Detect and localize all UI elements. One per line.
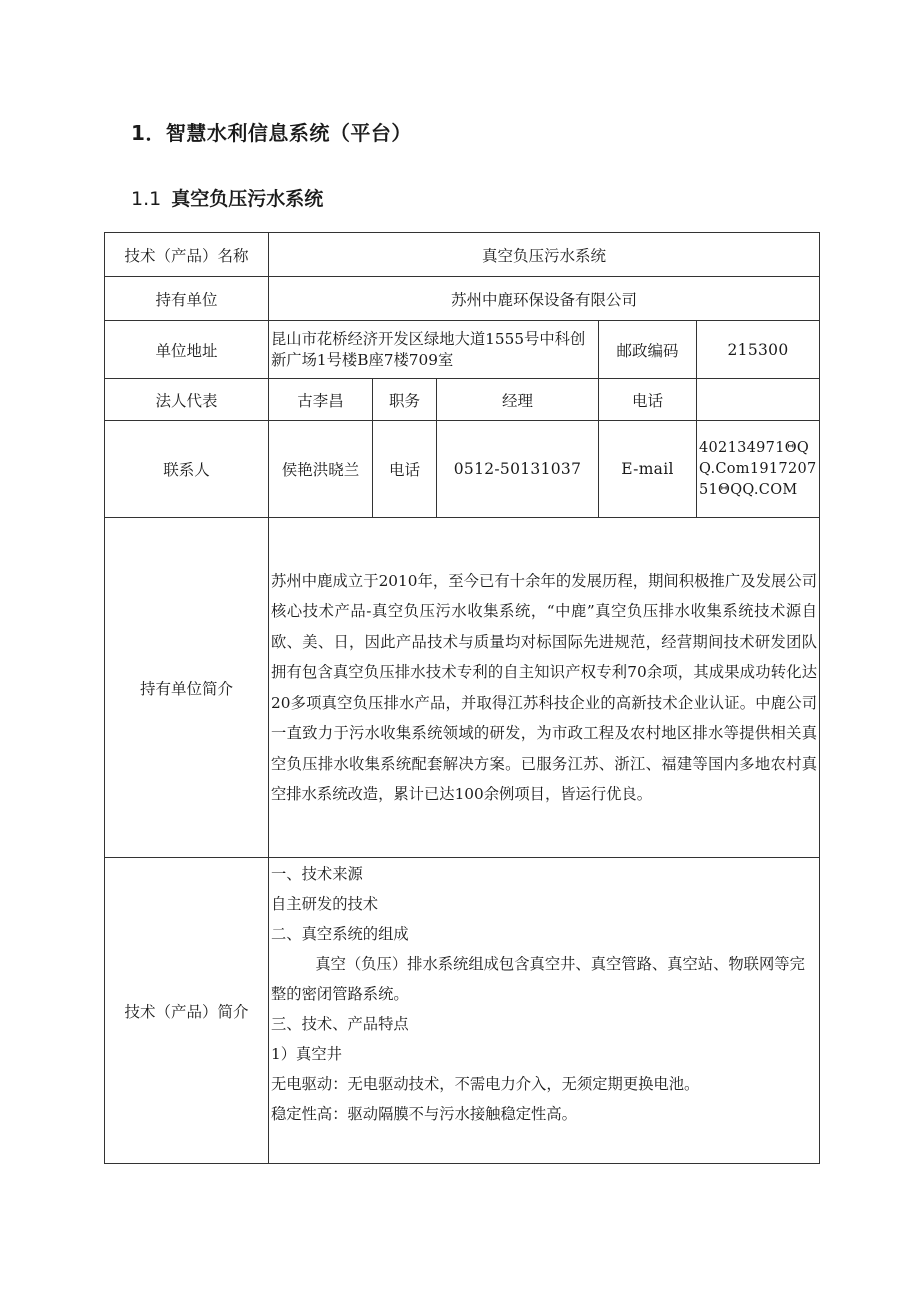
holder-label: 持有单位 xyxy=(105,277,269,321)
subsection-number: 1.1 xyxy=(131,188,162,210)
section-heading: 1．智慧水利信息系统（平台） xyxy=(131,121,412,145)
tech-line: 自主研发的技术 xyxy=(271,895,379,913)
product-name-label: 技术（产品）名称 xyxy=(105,233,269,277)
table-row xyxy=(105,379,820,421)
table-row xyxy=(105,321,820,379)
tech-line: 一、技术来源 xyxy=(271,865,363,883)
tech-line: 真空（负压）排水系统组成包含真空井、真空管路、真空站、物联网等完整的密闭管路系统。 xyxy=(271,955,805,1003)
contact-label: 联系人 xyxy=(105,421,269,518)
position-label: 职务 xyxy=(373,379,437,421)
contact-value: 侯艳洪晓兰 xyxy=(269,421,373,518)
table-row xyxy=(105,277,820,321)
legal-rep-value: 古李昌 xyxy=(269,379,373,421)
intro-label: 持有单位简介 xyxy=(105,518,269,858)
address-label: 单位地址 xyxy=(105,321,269,379)
tech-line: 1）真空井 xyxy=(271,1045,342,1063)
table-row xyxy=(105,518,820,858)
tech-line: 稳定性高：驱动隔膜不与污水接触稳定性高。 xyxy=(271,1105,577,1123)
contact-phone-value: 0512-50131037 xyxy=(437,421,599,518)
intro-text: 苏州中鹿成立于2010年，至今已有十余年的发展历程，期间积极推广及发展公司核心技术产品-真空负压污水收集系统，“中鹿”真空负压排水收集系统技术源自欧、美、日，因此产品技术与质量均对标国际先进规范，经营期间技术研发团队拥有包含真空负压排水技术专利的自主知识产权专利70余项，其成果成功转化达20多项真空负压排水产品，并取得江苏科技企业的高新技术企业认证。中鹿公司一直致力于污水收集系统领域的研发，为市政工程及农村地区排水等提供相关真空负压排水收集系统配套解决方案。已服务江苏、浙江、福建等国内多地农村真空排水系统改造，累计已达100余例项目，皆运行优良。 xyxy=(269,518,820,858)
contact-phone-label: 电话 xyxy=(373,421,437,518)
tech-line: 二、真空系统的组成 xyxy=(271,925,409,943)
tech-description xyxy=(269,858,820,1164)
tech-line: 三、技术、产品特点 xyxy=(271,1015,409,1033)
legal-rep-label: 法人代表 xyxy=(105,379,269,421)
table-row xyxy=(105,858,820,1164)
phone-label: 电话 xyxy=(599,379,697,421)
postcode-value: 215300 xyxy=(697,321,820,379)
email-value: 402134971ΘQQ.Com191720751ΘQQ.COM xyxy=(697,421,820,518)
table-row xyxy=(105,421,820,518)
tech-line: 无电驱动：无电驱动技术，不需电力介入，无须定期更换电池。 xyxy=(271,1075,700,1093)
info-table xyxy=(104,232,820,1164)
holder-value: 苏州中鹿环保设备有限公司 xyxy=(269,277,820,321)
address-value: 昆山市花桥经济开发区绿地大道1555号中科创新广场1号楼B座7楼709室 xyxy=(269,321,599,379)
email-label: E-mail xyxy=(599,421,697,518)
postcode-label: 邮政编码 xyxy=(599,321,697,379)
product-name-value: 真空负压污水系统 xyxy=(269,233,820,277)
subsection-heading xyxy=(131,184,323,211)
tech-label: 技术（产品）简介 xyxy=(105,858,269,1164)
phone-value xyxy=(697,379,820,421)
subsection-title: 真空负压污水系统 xyxy=(171,188,324,210)
position-value: 经理 xyxy=(437,379,599,421)
table-row xyxy=(105,233,820,277)
